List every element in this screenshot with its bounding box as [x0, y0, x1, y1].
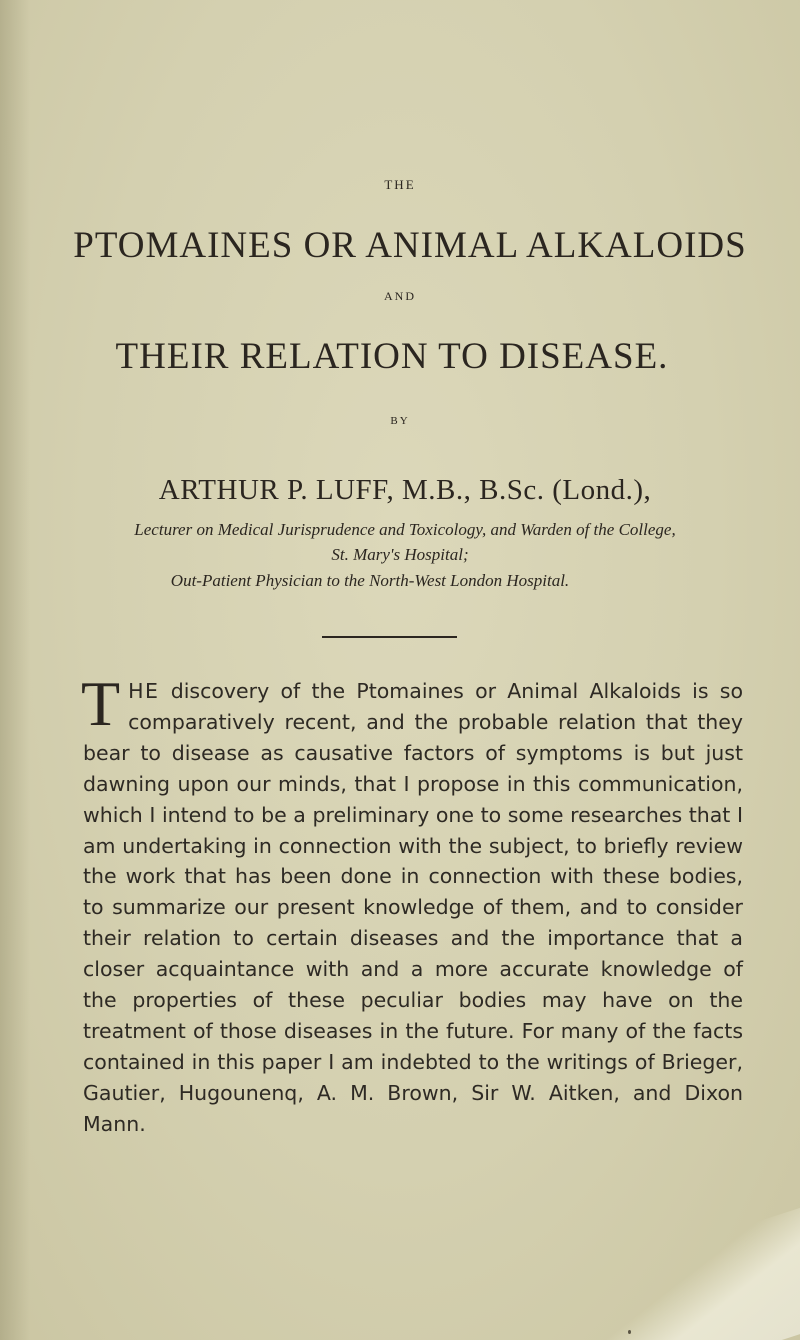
title-conjunction: AND	[384, 289, 416, 303]
paper-speck	[628, 1330, 631, 1334]
page-corner-fold	[509, 1203, 800, 1340]
body-paragraph	[81, 668, 743, 1140]
author-credential-line: St. Mary's Hospital;	[331, 545, 469, 564]
paragraph-text: discovery of the Ptomaines or Animal Alkaloids is so comparatively recent, and the probable relation that they bear to disease as causative factors of symptoms is but just dawning upon our minds, that I propose in this communication, which I intend to be a preliminary one to some researches that I am undertaking in connection with the subject, to briefly review the work that has been done in connection with these bodies, to summarize our present knowledge of them, and to consider their relation to certain diseases and the importance that a closer acquaintance with and a more accurate knowledge of the properties of these peculiar bodies may have on the treatment of those diseases in the future. For many of the facts contained in this paper I am indebted to the writings of Brieger, Gautier, Hugounenq, A. M. Brown, Sir W. Aitken, and Dixon Mann.	[83, 679, 743, 1136]
author-name: ARTHUR P. LUFF, M.B., B.Sc. (Lond.),	[158, 474, 652, 506]
section-divider	[322, 636, 457, 638]
author-credential-line: Lecturer on Medical Jurisprudence and Toxicology, and Warden of the College,	[134, 520, 676, 539]
drop-cap: T	[81, 668, 121, 739]
by-label: BY	[390, 415, 410, 427]
title-prefix: THE	[384, 177, 416, 192]
author-credential-line: Out-Patient Physician to the North-West London Hospital.	[170, 571, 570, 590]
lead-capitals: HE	[128, 679, 160, 703]
subtitle: THEIR RELATION TO DISEASE.	[115, 336, 669, 377]
main-title: PTOMAINES OR ANIMAL ALKALOIDS	[73, 225, 747, 266]
binding-shadow	[0, 0, 30, 1340]
